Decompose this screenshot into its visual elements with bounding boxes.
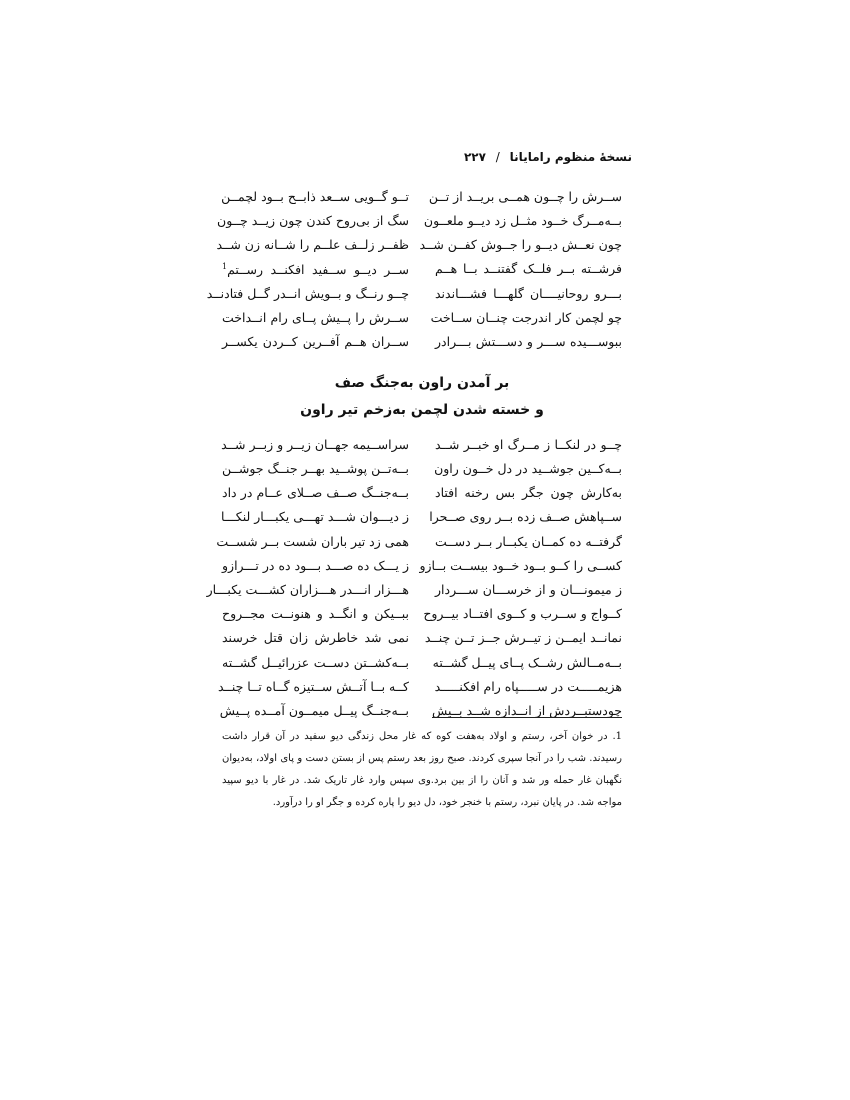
poem-stanza-1 <box>206 185 622 354</box>
couplet <box>216 233 622 257</box>
section-title-line-2: و خسته شدن لچمن به‌زخم تیر راون <box>300 402 544 418</box>
hemistich-left: ظفــر زلــف علــم را شــانه زن شــد <box>216 237 409 253</box>
hemistich-right: بـــرو روحانیــــان گلهـــا فشـــاندند <box>435 285 622 301</box>
hemistich-left: سراســیمه جهــان زیــر و زبــر شــد <box>221 436 409 452</box>
hemistich-left: ز یـــک ده صـــد بـــود ده در تـــرازو <box>222 557 409 573</box>
couplet <box>222 258 622 282</box>
hemistich-left: سگ از بی‌روح کندن چون زیــد چــون <box>217 213 409 229</box>
hemistich-left: ز دیـــوان شـــد تهـــی یکبـــار لنکـــا <box>221 509 409 525</box>
hemistich-left: بــه‌جنــگ صــف صــلای عــام در داد <box>222 485 409 501</box>
hemistich-right: کــواج و ســرب و کــوی افتــاد بیــروح <box>423 606 622 622</box>
hemistich-left-text: ســر دیــو ســفید افکنــد رســتم <box>227 261 409 277</box>
footnote-text: در خوان آخر، رستم و اولاد به‌هفت کوه که غار محل زندگی دیو سفید در آن قرار داشت رسیدند. شب را در آنجا سپری کردند. صبح روز بعد رستم پس از بستن دست و پای اولاد، به‌دیوان نگهبان غار حمله ور شد و آنان را از بین برد.وی سپس وارد غار تاریک شد. در غار با دیو سپید مواجه شد. در پایان نبرد، رستم با خنجر خود، دل دیو را پاره کرده و جگر او را درآورد. <box>222 731 622 808</box>
hemistich-right: بــه‌کــین جوشــید در دل خــون راون <box>434 461 622 477</box>
hemistich-right: گرفتــه ده کمــان یکبــار بــر دســت <box>435 533 622 549</box>
footnote-divider <box>432 717 622 718</box>
hemistich-left: بــه‌جنــگ پیــل میمــون آمــده پــیش <box>219 702 409 718</box>
hemistich-left: بــه‌کشــتن دســت عزرائیــل گشــته <box>222 654 409 670</box>
hemistich-right: چون نعــش دیــو را جــوش کفــن شــد <box>419 237 622 253</box>
couplet <box>222 554 622 578</box>
couplet <box>222 457 622 481</box>
hemistich-left: نمی شد خاطرش زان قتل خرسند <box>222 630 409 646</box>
couplet <box>222 627 622 651</box>
header-separator: / <box>495 150 500 164</box>
couplet <box>217 675 622 699</box>
hemistich-right: فرشــته بــر فلــک گفتنــد بــا هــم <box>435 261 622 277</box>
hemistich-left: کــه بــا آتــش ســتیزه گــاه تــا چنــد <box>217 678 409 694</box>
hemistich-left: بــه‌تــن پوشــید بهــر جنــگ جوشــن <box>222 461 409 477</box>
couplet <box>219 699 622 723</box>
footnote <box>222 726 622 814</box>
hemistich-right: چــو در لنکــا ز مــرگ او خبــر شــد <box>435 436 622 452</box>
couplet <box>217 209 622 233</box>
couplet <box>222 306 622 330</box>
hemistich-right: هزیمـــــت در ســـــپاه رام افکنـــــد <box>434 678 622 694</box>
hemistich-right: ز میمونـــان و از خرســـان ســـردار <box>435 581 622 597</box>
running-header <box>222 150 632 164</box>
couplet <box>222 433 622 457</box>
footnote-number: 1. <box>612 731 622 742</box>
hemistich-right: ســرش را چــون همــی بریــد از تــن <box>428 188 622 204</box>
couplet <box>222 330 622 354</box>
couplet <box>222 506 622 530</box>
couplet <box>222 602 622 626</box>
couplet <box>206 282 622 306</box>
hemistich-right: ســپاهش صــف زده بــر روی صــحرا <box>429 509 622 525</box>
hemistich-left-with-footnote <box>222 263 409 277</box>
couplet <box>222 651 622 675</box>
header-title: نسخهٔ منظوم رامایانا <box>509 150 632 164</box>
hemistich-right: بــه‌مــرگ خــود مثــل زد دیــو ملعــون <box>423 213 622 229</box>
poem-stanza-2 <box>206 433 622 723</box>
couplet <box>222 185 622 209</box>
hemistich-left: هـــزار انـــدر هـــزاران کشـــت یکبـــار <box>206 581 409 597</box>
couplet <box>222 481 622 505</box>
hemistich-left: تــو گــویی ســعد ذابــح بــود لچمــن <box>221 188 409 204</box>
hemistich-left: ســران هــم آفــرین کــردن یکســر <box>222 333 409 349</box>
hemistich-right: چو لچمن کار اندرجت چنــان ســاخت <box>430 309 622 325</box>
hemistich-right: ببوســـیده ســـر و دســـتش بـــرادر <box>435 333 622 349</box>
hemistich-right: نمانــد ایمــن ز تیــرش جــز تــن چنــد <box>424 630 622 646</box>
couplet <box>216 530 622 554</box>
hemistich-right: به‌کارش چون جگر بس رخنه افتاد <box>435 485 622 501</box>
section-title-line-1: بر آمدن راون به‌جنگ صف <box>334 375 510 391</box>
page-number: ۲۲۷ <box>463 150 486 164</box>
hemistich-right: کســی را کــو بــود خــود بیســت بــازو <box>419 557 622 573</box>
hemistich-left: ببــیکن و انگــد و هنونــت مجــروح <box>222 606 409 622</box>
hemistich-left: چــو رنــگ و بــویش انــدر گــل فتادنــد <box>206 285 409 301</box>
hemistich-right: بــه‌مــالش رشــک پــای پیــل گشــته <box>432 654 622 670</box>
footnote-marker: 1 <box>222 261 228 271</box>
couplet <box>206 578 622 602</box>
hemistich-left: همی زد تیر باران شست بــر شســت <box>216 533 409 549</box>
hemistich-left: ســرش را پــیش پــای رام انــداخت <box>222 309 409 325</box>
hemistich-right: چودستبــردش از انــدازه شــد بــیش <box>432 702 622 718</box>
